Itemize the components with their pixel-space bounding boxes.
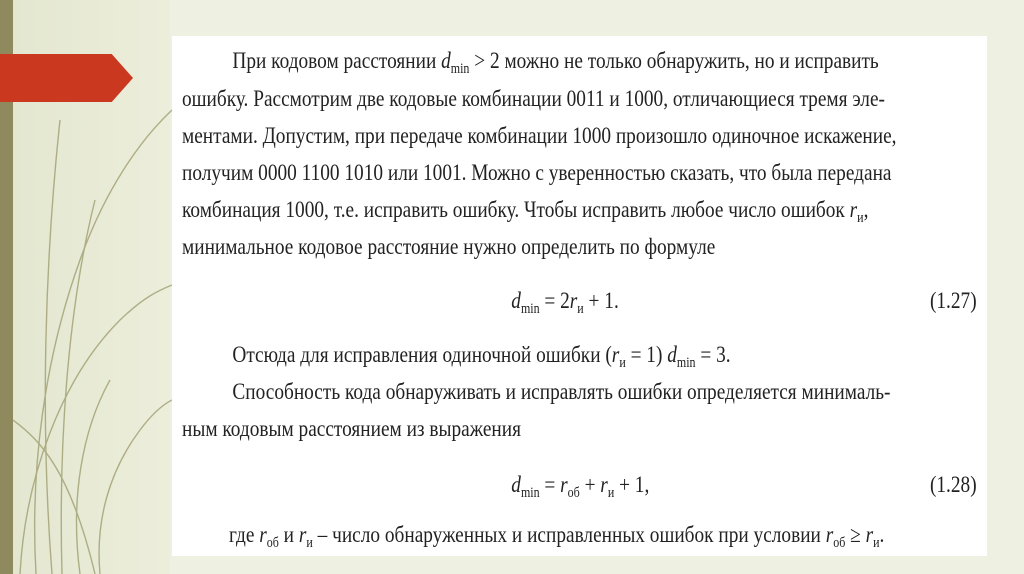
paragraph-2: Отсюда для исправления одиночной ошибки $(r_и = 1) d_{min} = 3$. (232, 342, 731, 371)
paragraph-3-line-1: Способность кода обнаруживать и исправлять ошибки определяется минималь- (232, 379, 891, 404)
equation-2-number: (1.28) (929, 472, 977, 497)
paragraph-4: где $r_{об}$ и $r_и$ – число обнаруженных и исправленных ошибок при условии $r_{об} \ge r_и$. (229, 522, 885, 551)
paragraph-1-line-1: При кодовом расстоянии $d_{min} > 2$ можно не только обнаружить, но и исправить (232, 48, 879, 77)
document-page (172, 36, 987, 556)
paragraph-1-line-4: получим 0000 1100 1010 или 1001. Можно с уверенностью сказать, что была передана (182, 160, 892, 185)
paragraph-1-line-2: ошибку. Рассмотрим две кодовые комбинации 0011 и 1000, отличающиеся тремя эле- (182, 86, 885, 111)
paragraph-1-line-6: минимальное кодовое расстояние нужно определить по формуле (182, 234, 716, 259)
paragraph-1-line-5: комбинация 1000, т.е. исправить ошибку. Чтобы исправить любое число ошибок $r_и$, (182, 197, 869, 226)
paragraph-1-line-3: ментами. Допустим, при передаче комбинации 1000 произошло одиночное искажение, (182, 123, 897, 148)
paragraph-3-line-2: ным кодовым расстоянием из выражения (182, 416, 521, 441)
red-arrow-marker (0, 54, 133, 102)
equation-2: $d_{min} = r_{об} + r_и + 1$, (511, 472, 650, 501)
equation-1-number: (1.27) (929, 288, 977, 313)
equation-1: $d_{min} = 2r_и + 1$. (511, 288, 619, 317)
